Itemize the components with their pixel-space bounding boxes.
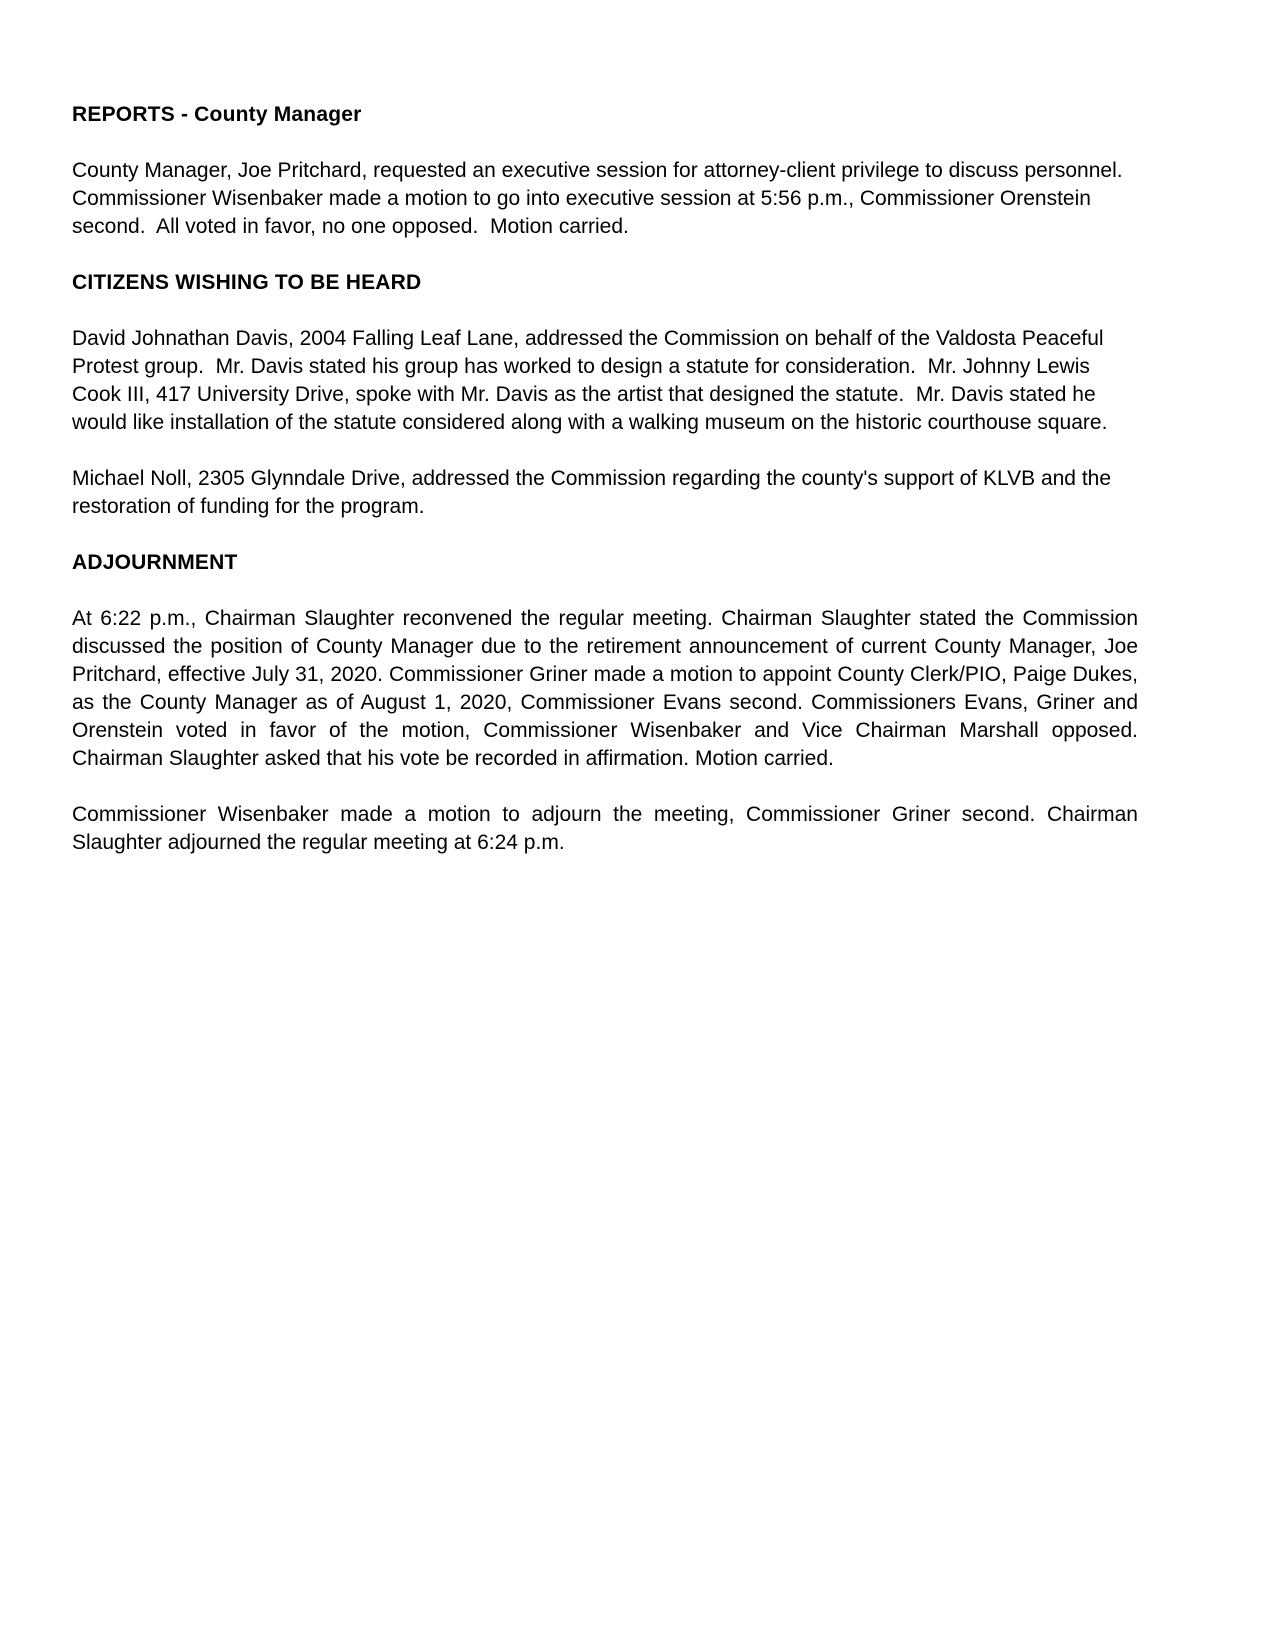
paragraph: Michael Noll, 2305 Glynndale Drive, addressed the Commission regarding the county's support of KLVB and the restoration of funding for the program.: [72, 467, 1117, 518]
paragraph: Commissioner Wisenbaker made a motion to adjourn the meeting, Commissioner Griner second. Chairman Slaughter adjourned the regular meeting at 6:24 p.m.: [72, 803, 1138, 854]
meeting-minutes-document: [72, 101, 1138, 857]
section-citizens-wishing-to-be-heard: [72, 269, 1138, 521]
section-heading: CITIZENS WISHING TO BE HEARD: [72, 271, 422, 294]
paragraph: At 6:22 p.m., Chairman Slaughter reconvened the regular meeting. Chairman Slaughter stated the Commission discussed the position of County Manager due to the retirement announcement of current County Manager, Joe Pritchard, effective July 31, 2020. Commissioner Griner made a motion to appoint County Clerk/PIO, Paige Dukes, as the County Manager as of August 1, 2020, Commissioner Evans second. Commissioners Evans, Griner and Orenstein voted in favor of the motion, Commissioner Wisenbaker and Vice Chairman Marshall opposed. Chairman Slaughter asked that his vote be recorded in affirmation. Motion carried.: [72, 607, 1138, 770]
paragraph: County Manager, Joe Pritchard, requested an executive session for attorney-client privilege to discuss personnel. Commissioner Wisenbaker made a motion to go into executive session at 5:56 p.m., Commissioner Orenstein second. All voted in favor, no one opposed. Motion carried.: [72, 159, 1135, 238]
section-heading: ADJOURNMENT: [72, 551, 238, 574]
section-heading: REPORTS - County Manager: [72, 103, 362, 126]
section-adjournment: [72, 549, 1138, 857]
paragraph: David Johnathan Davis, 2004 Falling Leaf Lane, addressed the Commission on behalf of the Valdosta Peaceful Protest group. Mr. Davis stated his group has worked to design a statute for consideration. Mr. Johnny Lewis Cook III, 417 University Drive, spoke with Mr. Davis as the artist that designed the statute. Mr. Davis stated he would like installation of the statute considered along with a walking museum on the historic courthouse square.: [72, 327, 1110, 434]
section-reports-county-manager: [72, 101, 1138, 241]
